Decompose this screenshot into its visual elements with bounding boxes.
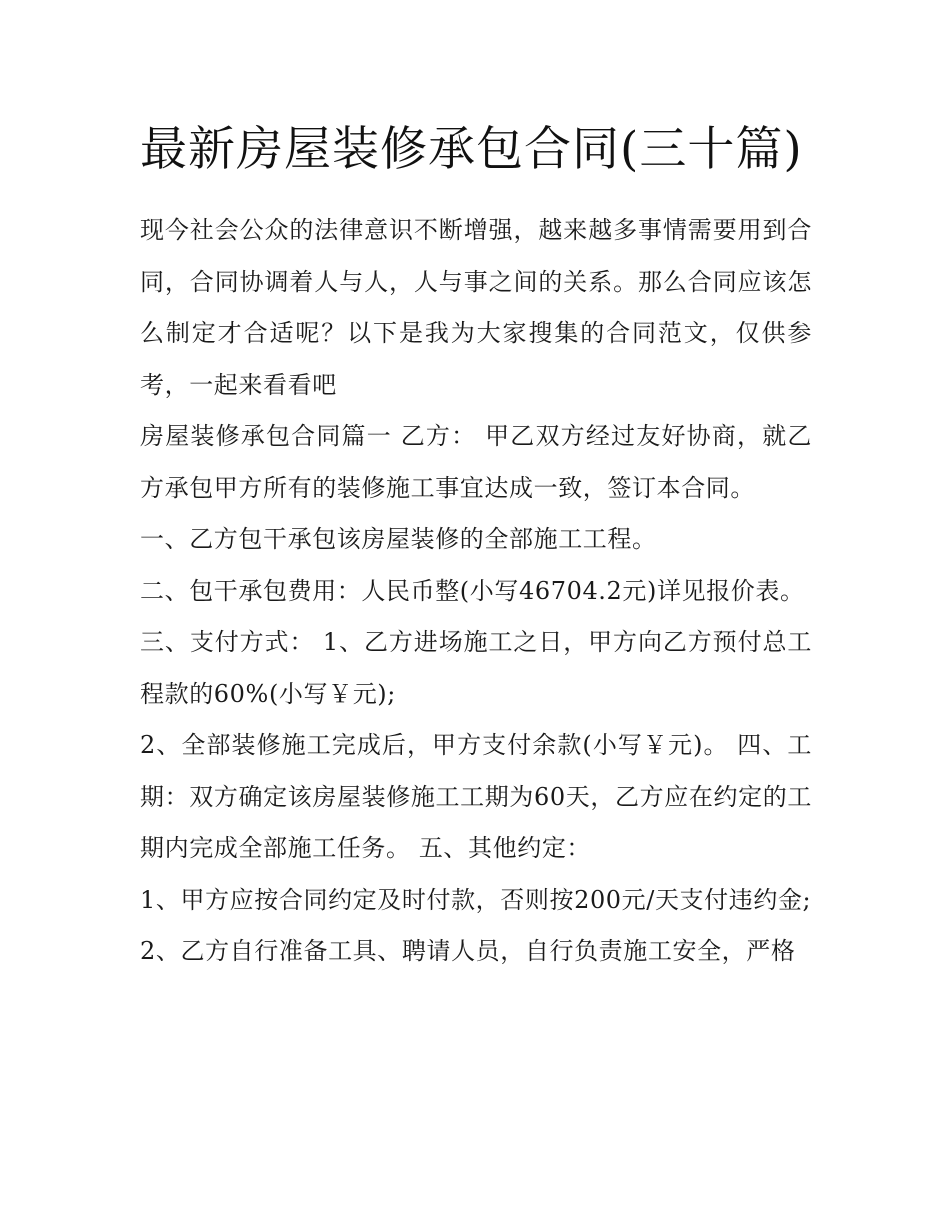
- document-page: [140, 112, 812, 978]
- intro-paragraph: 现今社会公众的法律意识不断增强，越来越多事情需要用到合同，合同协调着人与人，人与事之间的关系。那么合同应该怎么制定才合适呢？以下是我为大家搜集的合同范文，仅供参考，一起来看看吧: [140, 216, 812, 399]
- document-body: [140, 205, 812, 978]
- clause-balance-and-schedule: 2、全部装修施工完成后，甲方支付余款(小写￥元)。 四、工期：双方确定该房屋装修施工工期为60天，乙方应在约定的工期内完成全部施工任务。 五、其他约定：: [140, 731, 812, 862]
- clause-contractor-duties: 2、乙方自行准备工具、聘请人员，自行负责施工安全，严格: [140, 937, 796, 965]
- clause-scope: 一、乙方包干承包该房屋装修的全部施工工程。: [140, 525, 657, 553]
- clause-payment: 三、支付方式： 1、乙方进场施工之日，甲方向乙方预付总工程款的60%(小写￥元);: [140, 628, 812, 708]
- clause-late-payment: 1、甲方应按合同约定及时付款，否则按200元/天支付违约金;: [140, 885, 812, 914]
- clause-fee: 二、包干承包费用：人民币整(小写46704.2元)详见报价表。: [140, 576, 805, 605]
- document-title: 最新房屋装修承包合同(三十篇): [140, 122, 803, 177]
- contract-preamble: 房屋装修承包合同篇一 乙方： 甲乙双方经过友好协商，就乙方承包甲方所有的装修施工事宜达成一致，签订本合同。: [140, 422, 812, 502]
